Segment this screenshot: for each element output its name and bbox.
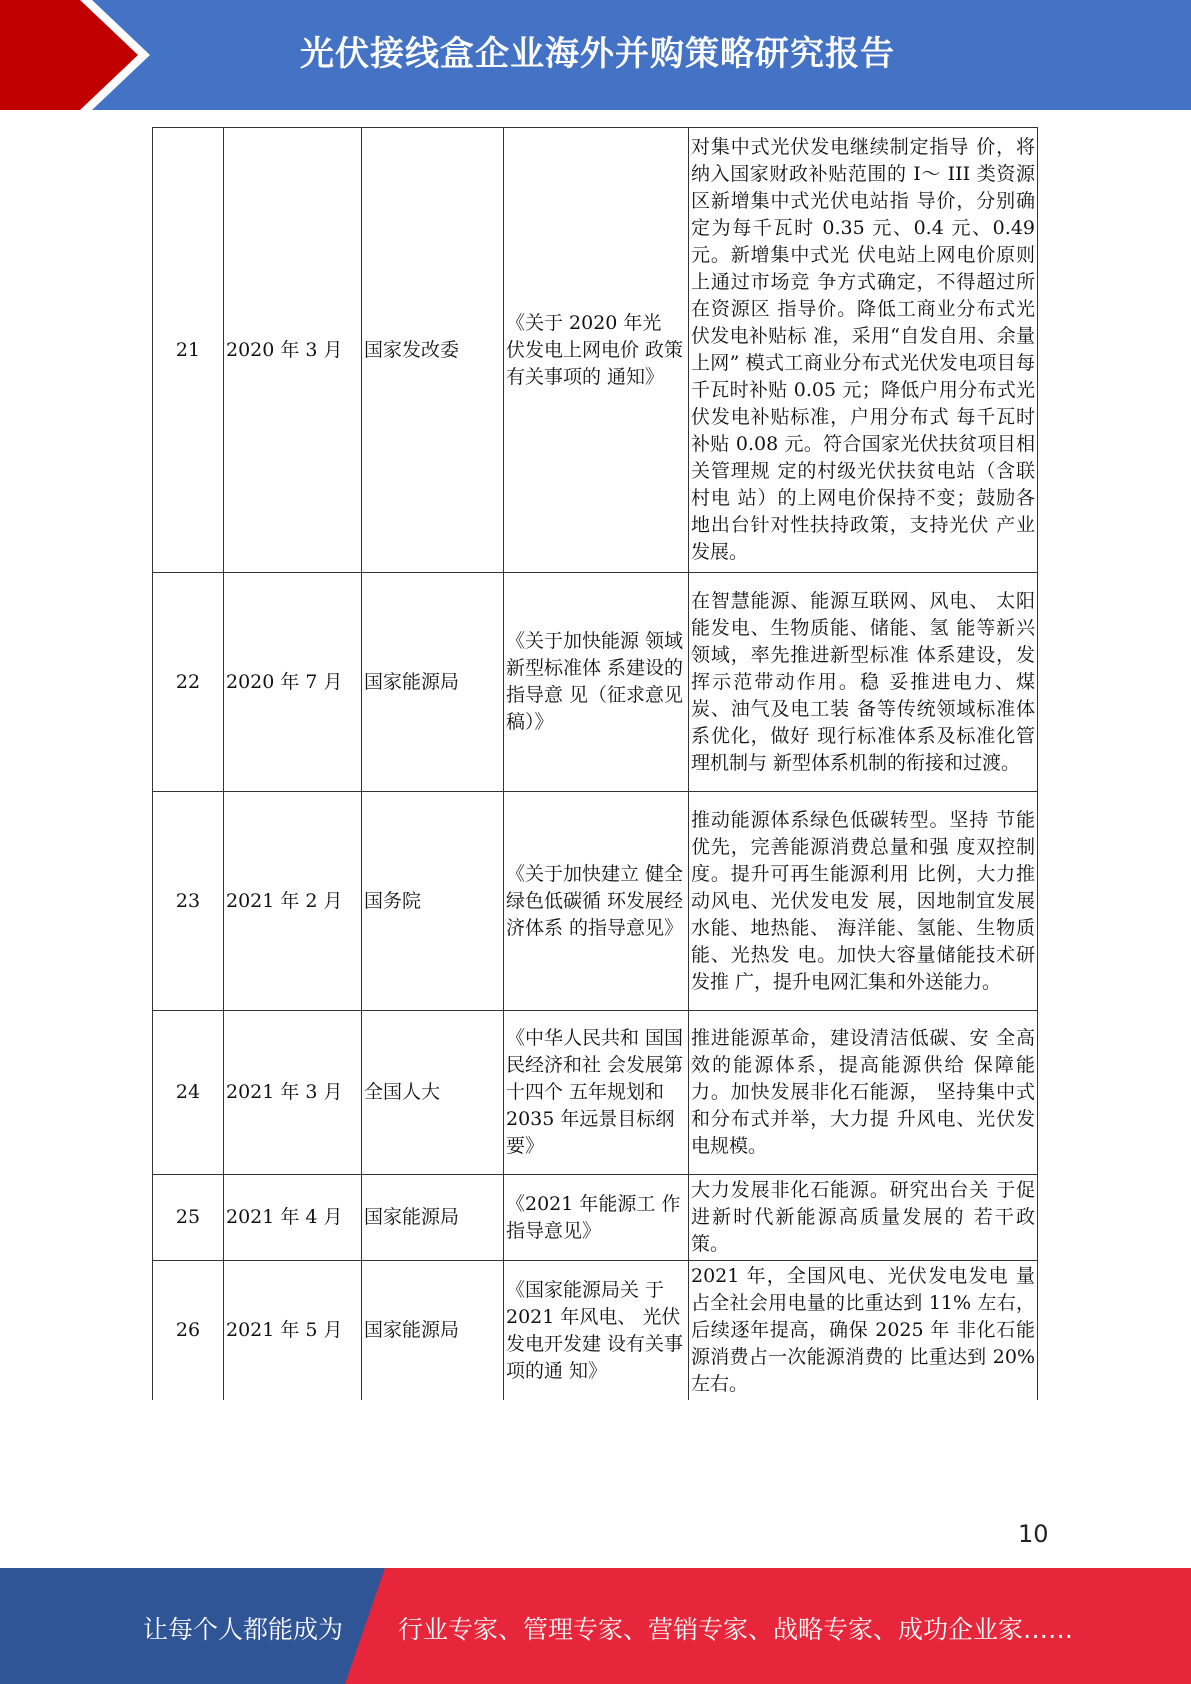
row-number: 24 [153, 1011, 224, 1175]
table-row [153, 573, 1038, 792]
row-date: 2020 年 3 月 [224, 128, 362, 573]
table-row [153, 1175, 1038, 1261]
row-content: 推进能源革命，建设清洁低碳、安 全高效的能源体系，提高能源供给 保障能力。加快发展非化石能源， 坚持集中式和分布式并举，大力提 升风电、光伏发电规模。 [689, 1011, 1038, 1175]
page-footer [0, 1568, 1191, 1684]
row-number: 25 [153, 1175, 224, 1261]
policy-table-container [152, 127, 1037, 1400]
row-document: 《关于加快建立 健全绿色低碳循 环发展经济体系 的指导意见》 [504, 792, 689, 1011]
row-content: 在智慧能源、能源互联网、风电、 太阳能发电、生物质能、储能、氢 能等新兴领域，率先推进新型标准 体系建设，发挥示范带动作用。稳 妥推进电力、煤炭、油气及电工装 备等传统领域标准体系优化，做好 现行标准体系及标准化管理机制与 新型体系机制的衔接和过渡。 [689, 573, 1038, 792]
page-number: 10 [1018, 1520, 1049, 1548]
row-document: 《关于加快能源 领域新型标准体 系建设的指导意 见（征求意见 稿）》 [504, 573, 689, 792]
row-agency: 国家能源局 [362, 1261, 504, 1401]
row-document: 《关于 2020 年光 伏发电上网电价 政策有关事项的 通知》 [504, 128, 689, 573]
table-row [153, 1261, 1038, 1401]
row-agency: 国家发改委 [362, 128, 504, 573]
row-content: 对集中式光伏发电继续制定指导 价，将纳入国家财政补贴范围的 I～ III 类资源区新增集中式光伏电站指 导价，分别确定为每千瓦时 0.35 元、0.4 元、0.49 元。新增集中式光 伏电站上网电价原则上通过市场竞 争方式确定，不得超过所在资源区 指导价。降低工商业分布式光伏发电补贴标 准，采用“自发自用、余量上网” 模式工商业分布式光伏发电项目每 千瓦时补贴 0.05 元；降低户用分布式光伏发电补贴标准，户用分布式 每千瓦时补贴 0.08 元。符合国家光伏扶贫项目相关管理规 定的村级光伏扶贫电站（含联村电 站）的上网电价保持不变；鼓励各 地出台针对性扶持政策，支持光伏 产业发展。 [689, 128, 1038, 573]
row-content: 推动能源体系绿色低碳转型。坚持 节能优先，完善能源消费总量和强 度双控制度。提升可再生能源利用 比例，大力推动风电、光伏发电发 展，因地制宜发展水能、地热能、 海洋能、氢能、生物质能、光热发 电。加快大容量储能技术研发推 广，提升电网汇集和外送能力。 [689, 792, 1038, 1011]
table-row [153, 128, 1038, 573]
row-date: 2021 年 2 月 [224, 792, 362, 1011]
row-number: 23 [153, 792, 224, 1011]
row-date: 2021 年 4 月 [224, 1175, 362, 1261]
report-title: 光伏接线盒企业海外并购策略研究报告 [300, 34, 895, 74]
footer-slogan-left: 让每个人都能成为 [143, 1615, 344, 1644]
row-number: 22 [153, 573, 224, 792]
footer-slogan-right: 行业专家、管理专家、营销专家、战略专家、成功企业家…… [398, 1615, 1074, 1644]
row-document: 《国家能源局关 于 2021 年风电、 光伏发电开发建 设有关事项的通 知》 [504, 1261, 689, 1401]
header-arrow-decoration [0, 0, 150, 110]
row-document: 《2021 年能源工 作指导意见》 [504, 1175, 689, 1261]
table-row [153, 792, 1038, 1011]
row-date: 2021 年 3 月 [224, 1011, 362, 1175]
table-row [153, 1011, 1038, 1175]
row-agency: 全国人大 [362, 1011, 504, 1175]
row-number: 21 [153, 128, 224, 573]
row-agency: 国家能源局 [362, 573, 504, 792]
row-number: 26 [153, 1261, 224, 1401]
row-agency: 国务院 [362, 792, 504, 1011]
row-content: 2021 年，全国风电、光伏发电发电 量占全社会用电量的比重达到 11% 左右，后续逐年提高，确保 2025 年 非化石能源消费占一次能源消费的 比重达到 20%左右。 [689, 1261, 1038, 1401]
row-date: 2020 年 7 月 [224, 573, 362, 792]
row-content: 大力发展非化石能源。研究出台关 于促进新时代新能源高质量发展的 若干政策。 [689, 1175, 1038, 1261]
policy-table [152, 127, 1038, 1400]
row-document: 《中华人民共和 国国民经济和社 会发展第十四个 五年规划和 2035 年远景目标纲 要》 [504, 1011, 689, 1175]
row-agency: 国家能源局 [362, 1175, 504, 1261]
page-header [0, 0, 1191, 110]
row-date: 2021 年 5 月 [224, 1261, 362, 1401]
